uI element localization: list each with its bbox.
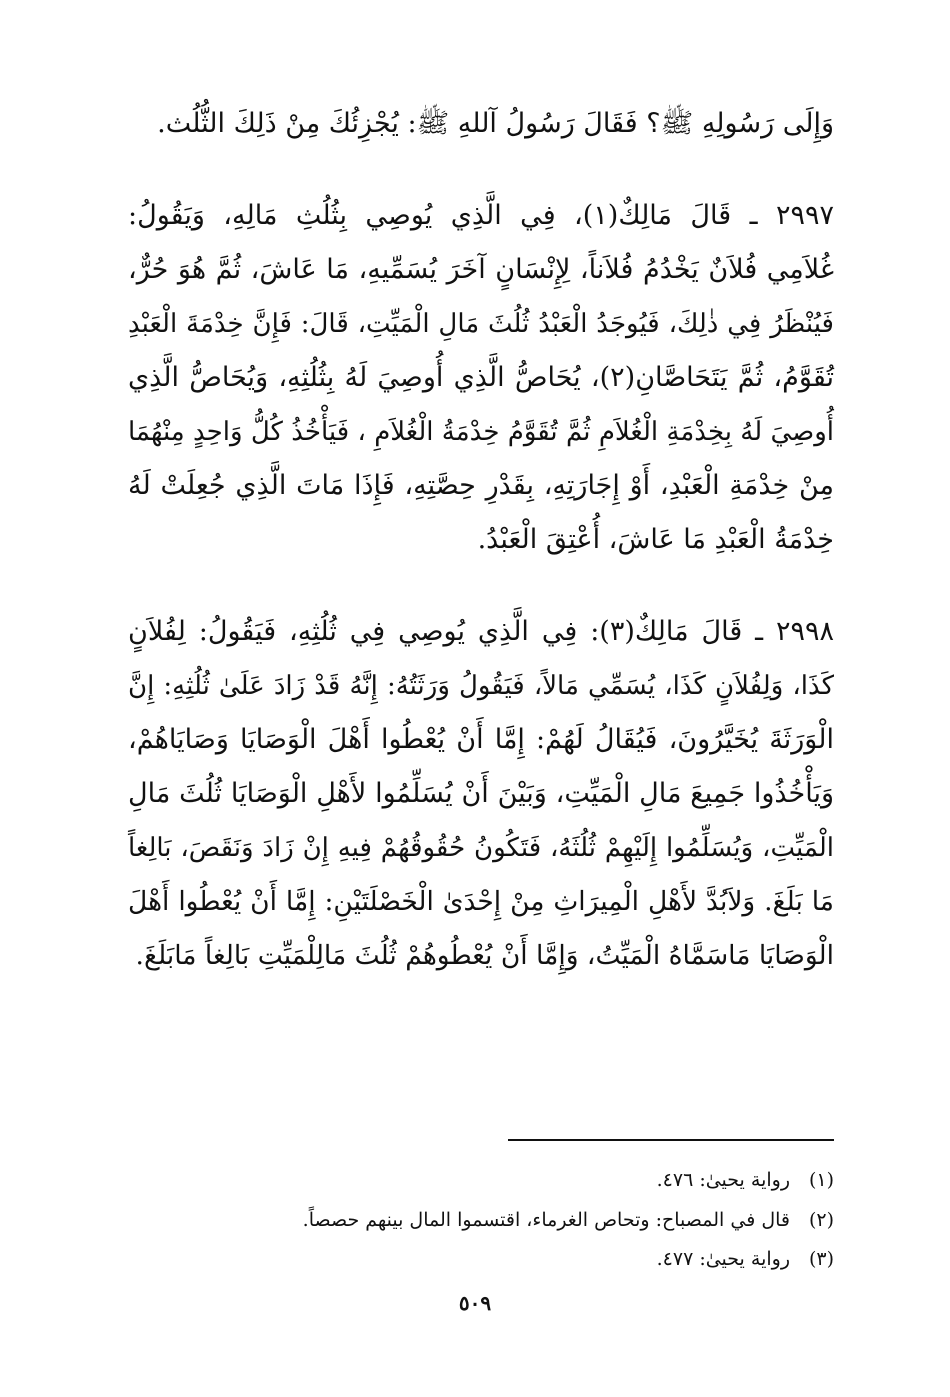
page-number: ٥٠٩ — [458, 1291, 492, 1315]
paragraph-2997-line-5: أُوصِيَ لَهُ بِخِدْمَةِ الْغُلاَمِ ثُمَّ تُقَوَّمُ خِدْمَةُ الْغُلاَمِ ، فَيَأْخُذُ كُلُّ وَاحِدٍ مِنْهُمَا — [128, 417, 834, 447]
footnote-divider — [508, 1139, 834, 1141]
paragraph-2998-line-1: ٢٩٩٨ ـ قَالَ مَالِكٌ(٣): فِي الَّذِي يُوصِي فِي ثُلُثِهِ، فَيَقُولُ: لِفُلاَنٍ — [128, 616, 834, 647]
paragraph-2998-line-7: الْوَصَايَا مَاسَمَّاهُ الْمَيِّتُ، وَإِمَّا أَنْ يُعْطُوهُمْ ثُلُثَ مَالِلْمَيِّتِ بَالِغاً مَابَلَغَ. — [135, 940, 834, 971]
footnote-3 — [300, 1244, 834, 1274]
paragraph-2998-line-4: وَيَأْخُذُوا جَمِيعَ مَالِ الْمَيِّتِ، وَبَيْنَ أَنْ يُسَلِّمُوا لأَهْلِ الْوَصَايَا ثُلُثَ مَالِ — [128, 778, 834, 809]
paragraph-2998-line-6: مَا بَلَغَ. وَلاَبُدَّ لأَهْلِ الْمِيرَاثِ مِنْ إِحْدَىٰ الْخَصْلَتَيْنِ: إِمَّا أَنْ يُعْطُوا أَهْلَ — [128, 886, 834, 917]
footnote-1 — [300, 1165, 834, 1195]
footnote-1-number: (١) — [808, 1169, 834, 1191]
paragraph-2997-line-7: خِدْمَةُ الْعَبْدِ مَا عَاشَ، أُعْتِقَ الْعَبْدُ. — [477, 524, 834, 555]
footnote-3-text: رواية يحيىٰ: ٤٧٧. — [656, 1248, 790, 1270]
footnote-2 — [300, 1205, 834, 1235]
footnote-3-number: (٣) — [808, 1248, 834, 1270]
paragraph-2997-line-4: تُقَوَّمُ، ثُمَّ يَتَحَاصَّانِ(٢)، يُحَاصُّ الَّذِي أُوصِيَ لَهُ بِثُلُثِهِ، وَيُحَاصُّ الَّذِي — [128, 362, 834, 393]
paragraph-2998-line-2: كَذَا، وَلِفُلاَنٍ كَذَا، يُسَمِّي مَالاً، فَيَقُولُ وَرَثَتُهُ: إِنَّهُ قَدْ زَادَ عَلَىٰ ثُلُثِهِ: إِنَّ — [128, 671, 834, 701]
footnote-2-number: (٢) — [808, 1209, 834, 1231]
paragraph-2997-line-2: غُلاَمِي فُلاَنٌ يَخْدُمُ فُلاَناً، لِإِنْسَانٍ آخَرَ يُسَمِّيهِ، مَا عَاشَ، ثُمَّ هُوَ حُرٌّ، — [128, 254, 834, 285]
text-line-1: وَإِلَى رَسُولِهِ ﷺ؟ فَقَالَ رَسُولُ آللهِ ﷺ: يُجْزِئُكَ مِنْ ذَلِكَ الثُّلُث. — [157, 108, 834, 139]
paragraph-2997-line-3: فَيُنْظَرُ فِي ذٰلِكَ، فَيُوجَدُ الْعَبْدُ ثُلُثَ مَالِ الْمَيِّتِ، قَالَ: فَإِنَّ خِدْمَةَ الْعَبْدِ — [128, 309, 834, 339]
paragraph-2997-line-1: ٢٩٩٧ ـ قَالَ مَالِكٌ(١)، فِي الَّذِي يُوصِي بِثُلُثِ مَالِهِ، وَيَقُولُ: — [128, 200, 834, 231]
paragraph-2998-line-5: الْمَيِّتِ، وَيُسَلِّمُوا إِلَيْهِمْ ثُلُثَهُ، فَتَكُونُ حُقُوقُهُمْ فِيهِ إِنْ زَادَ وَنَقَصَ، بَالِغاً — [128, 833, 834, 863]
footnote-1-text: رواية يحيىٰ: ٤٧٦. — [656, 1169, 790, 1191]
footnote-2-text: قال في المصباح: وتحاص الغرماء، اقتسموا المال بينهم حصصاً. — [302, 1209, 790, 1231]
paragraph-2998-line-3: الْوَرَثَةَ يُخَيَّرُونَ، فَيُقَالُ لَهُمْ: إِمَّا أَنْ يُعْطُوا أَهْلَ الْوَصَايَا وَصَايَاهُمْ، — [128, 724, 834, 755]
paragraph-2997-line-6: مِنْ خِدْمَةِ الْعَبْدِ، أَوْ إِجَارَتِهِ، بِقَدْرِ حِصَّتِهِ، فَإِذَا مَاتَ الَّذِي جُعِلَتْ لَهُ — [128, 470, 834, 501]
